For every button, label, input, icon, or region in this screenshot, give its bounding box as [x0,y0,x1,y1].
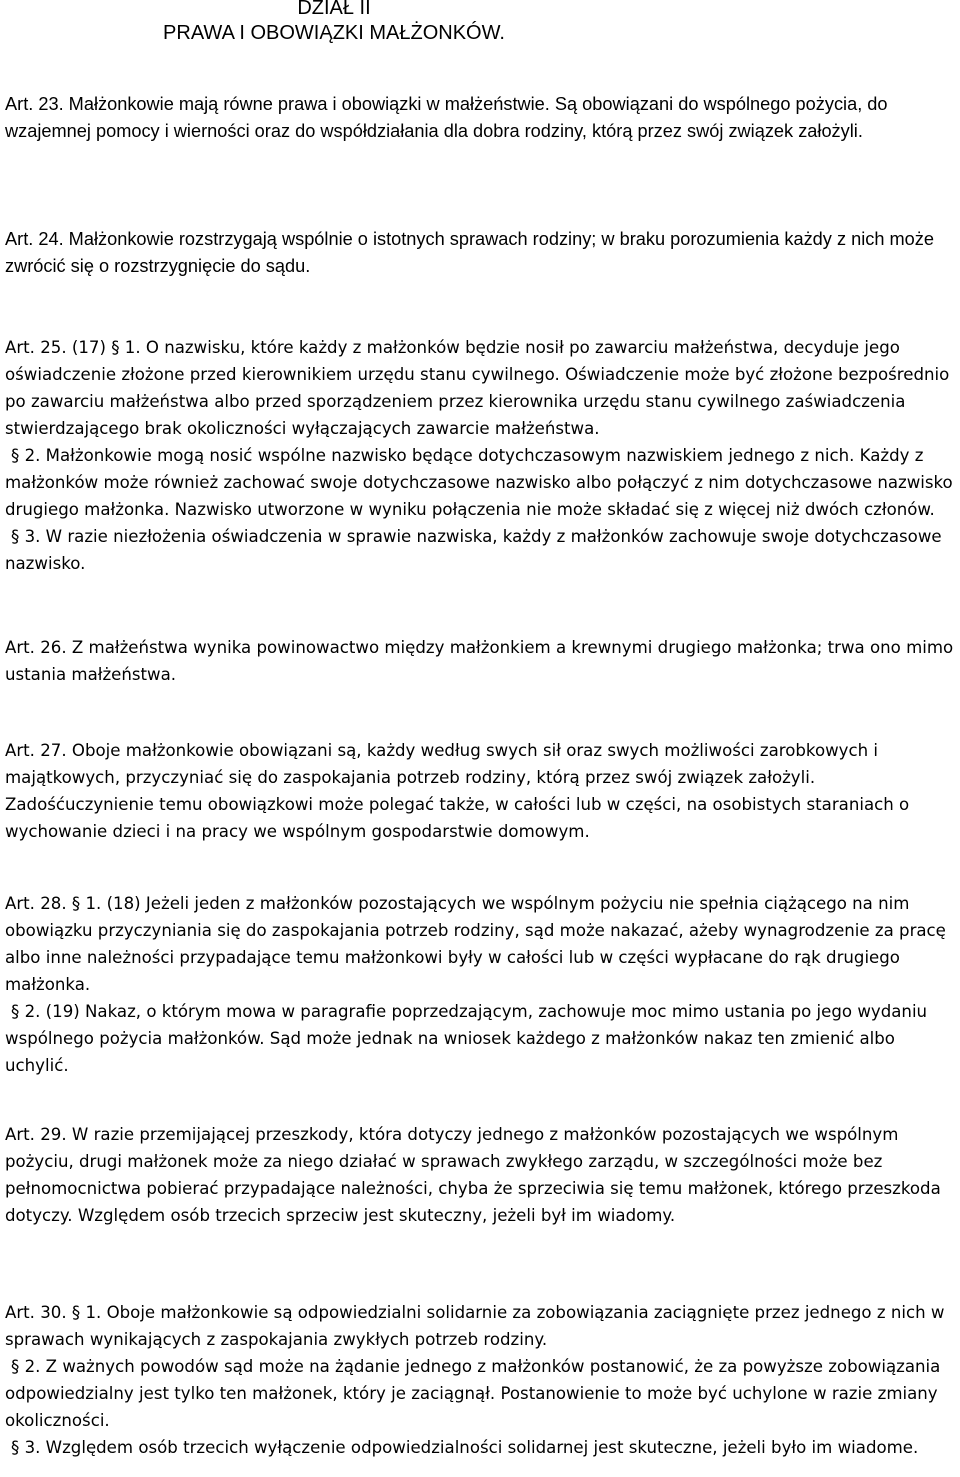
article-text: Art. 28. § 1. (18) Jeżeli jeden z małżonków pozostających we wspólnym pożyciu nie spełnia ciążącego na nim obowiązku przyczyniania się do zaspokajania potrzeb rodziny, sąd może nakazać, ażeby wynagrodzenie za pracę albo inne należności przypadające temu małżonkowi były w całości lub w części wypłacane do rąk drugiego małżonka. [5,894,946,994]
article-30 [5,1299,957,1461]
article-29 [5,1121,957,1229]
article-text: Art. 24. Małżonkowie rozstrzygają wspólnie o istotnych sprawach rodziny; w braku porozumienia każdy z nich może zwrócić się o rozstrzygnięcie do sądu. [5,229,934,276]
article-text: Art. 27. Oboje małżonkowie obowiązani są, każdy według swych sił oraz swych możliwości zarobkowych i majątkowych, przyczyniać się do zaspokajania potrzeb rodziny, którą przez swój związek założyli. Zadośćuczynienie temu obowiązkowi może polegać także, w całości lub w części, na osobistych staraniach o wychowanie dzieci i na pracy we wspólnym gospodarstwie domowym. [5,741,910,841]
article-paragraph: § 3. Względem osób trzecich wyłączenie odpowiedzialności solidarnej jest skuteczne, jeżeli było im wiadome. [11,1438,919,1457]
article-26 [5,634,957,688]
article-paragraph: § 2. Małżonkowie mogą nosić wspólne nazwisko będące dotychczasowym nazwiskiem jednego z nich. Każdy z małżonków może również zachować swoje dotychczasowe nazwisko albo połączyć z nim dotychczasowe nazwisko drugiego małżonka. Nazwisko utworzone w wyniku połączenia nie może składać się z więcej niż dwóch członów. [5,446,953,519]
article-27 [5,737,957,845]
article-paragraph: § 2. (19) Nakaz, o którym mowa w paragrafie poprzedzającym, zachowuje moc mimo ustania po jego wydaniu wspólnego pożycia małżonków. Sąd może jednak na wniosek każdego z małżonków nakaz ten zmienić albo uchylić. [5,1002,928,1075]
section-number: DZIAŁ II [297,0,371,19]
article-text: Art. 23. Małżonkowie mają równe prawa i obowiązki w małżeństwie. Są obowiązani do wspólnego pożycia, do wzajemnej pomocy i wierności oraz do współdziałania dla dobra rodziny, którą przez swój związek założyli. [5,94,888,141]
section-heading [5,0,663,46]
article-24 [5,226,957,280]
article-text: Art. 25. (17) § 1. O nazwisku, które każdy z małżonków będzie nosił po zawarciu małżeństwa, decyduje jego oświadczenie złożone przed kierownikiem urzędu stanu cywilnego. Oświadczenie może być złożone bezpośrednio po zawarciu małżeństwa albo przed sporządzeniem przez kierownika urzędu stanu cywilnego zaświadczenia stwierdzającego brak okoliczności wyłączających zawarcie małżeństwa. [5,338,950,438]
section-title: PRAWA I OBOWIĄZKI MAŁŻONKÓW. [163,22,505,44]
article-28 [5,890,957,1079]
article-text: Art. 26. Z małżeństwa wynika powinowactwo między małżonkiem a krewnymi drugiego małżonka; trwa ono mimo ustania małżeństwa. [5,638,954,684]
article-paragraph: § 2. Z ważnych powodów sąd może na żądanie jednego z małżonków postanowić, że za powyższe zobowiązania odpowiedzialny jest tylko ten małżonek, który je zaciągnął. Postanowienie to może być uchylone w razie zmiany okoliczności. [5,1357,941,1430]
article-text: Art. 30. § 1. Oboje małżonkowie są odpowiedzialni solidarnie za zobowiązania zaciągnięte przez jednego z nich w sprawach wynikających z zaspokajania zwykłych potrzeb rodziny. [5,1303,945,1349]
article-text: Art. 29. W razie przemijającej przeszkody, która dotyczy jednego z małżonków pozostających we wspólnym pożyciu, drugi małżonek może za niego działać w sprawach zwykłego zarządu, w szczególności może bez pełnomocnictwa pobierać przypadające należności, chyba że sprzeciwia się temu małżonek, którego przeszkoda dotyczy. Względem osób trzecich sprzeciw jest skuteczny, jeżeli był im wiadomy. [5,1125,941,1225]
article-paragraph: § 3. W razie niezłożenia oświadczenia w sprawie nazwiska, każdy z małżonków zachowuje swoje dotychczasowe nazwisko. [5,527,942,573]
article-23 [5,91,957,145]
article-25 [5,334,957,577]
